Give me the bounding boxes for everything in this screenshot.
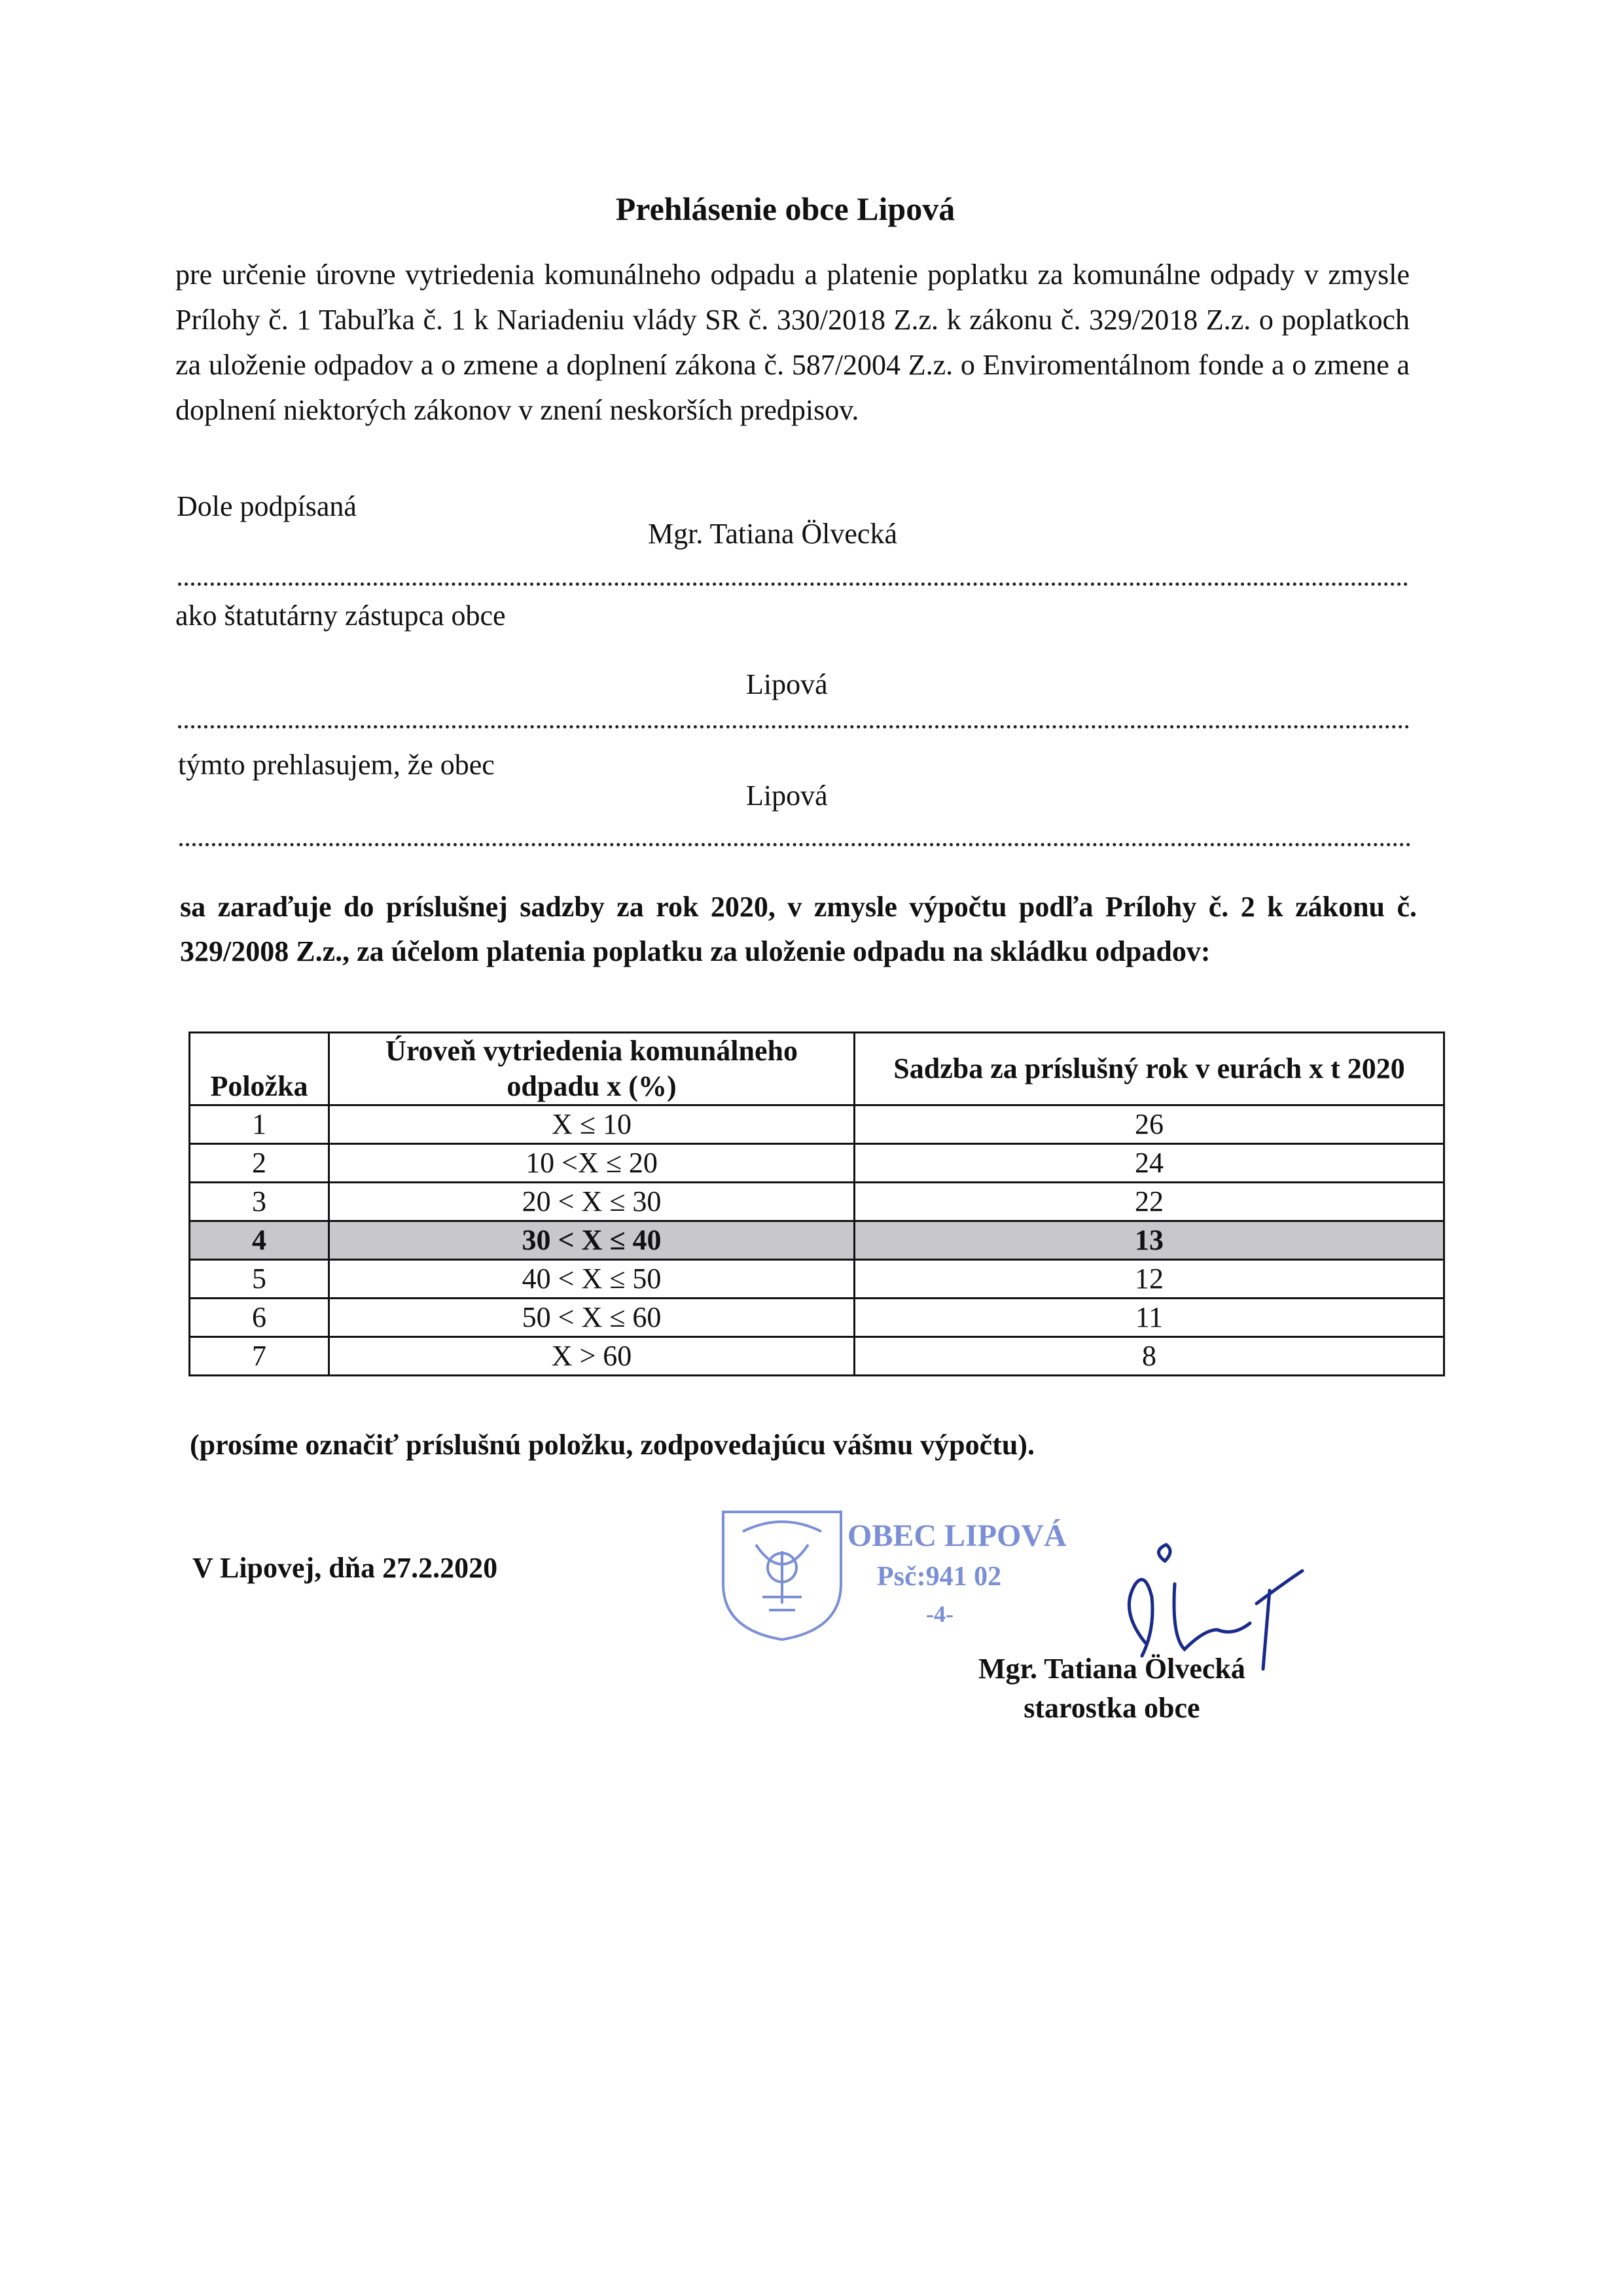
row-level: X ≤ 10	[329, 1105, 855, 1144]
row-item: 3	[190, 1183, 329, 1221]
row-item: 5	[190, 1260, 329, 1299]
signer-block	[978, 1649, 1245, 1728]
dotted-line	[178, 583, 1408, 586]
row-item: 1	[190, 1105, 329, 1144]
table-row	[190, 1260, 1444, 1299]
dotted-line	[179, 843, 1411, 846]
intro-paragraph: pre určenie úrovne vytriedenia komunálneho odpadu a platenie poplatku za komunálne odpady v zmysle Prílohy č. 1 Tabuľka č. 1 k Nariadeniu vlády SR č. 330/2018 Z.z. k zákonu č. 329/2018 Z.z. o poplatkoch za uloženie odpadov a o zmene a doplnení zákona č. 587/2004 Z.z. o Enviromentálnom fonde a o zmene a doplnení niektorých zákonov v znení neskorších predpisov.	[175, 259, 1410, 426]
row-level: 20 < X ≤ 30	[329, 1183, 855, 1221]
row-rate: 24	[855, 1144, 1444, 1183]
classification-paragraph: sa zaraďuje do príslušnej sadzby za rok 2020, v zmysle výpočtu podľa Prílohy č. 2 k zákonu č. 329/2008 Z.z., za účelom platenia poplatku za uloženie odpadu na skládku odpadov:	[180, 891, 1417, 967]
representative-label: ako štatutárny zástupca obce	[175, 600, 506, 632]
table-row	[190, 1299, 1444, 1337]
row-rate: 11	[855, 1299, 1444, 1337]
row-item: 6	[190, 1299, 329, 1337]
row-item: 7	[190, 1337, 329, 1376]
row-rate: 8	[855, 1337, 1444, 1376]
declaration-municipality: Lipová	[746, 780, 828, 812]
row-level: 40 < X ≤ 50	[329, 1260, 855, 1299]
declaration-label: týmto prehlasujem, že obec	[178, 749, 495, 781]
table-header-row	[190, 1033, 1444, 1105]
table-row	[190, 1105, 1444, 1144]
rates-table	[188, 1031, 1445, 1376]
instruction-note: (prosíme označiť príslušnú položku, zodpovedajúcu vášmu výpočtu).	[190, 1429, 1035, 1461]
undersigned-label: Dole podpísaná	[177, 490, 357, 522]
stamp-number: -4-	[926, 1601, 954, 1627]
document-title: Prehlásenie obce Lipová	[615, 190, 955, 227]
undersigned-name: Mgr. Tatiana Ölvecká	[648, 518, 897, 550]
table-row	[190, 1337, 1444, 1376]
header-item: Položka	[190, 1033, 329, 1105]
table-row-selected	[190, 1221, 1444, 1260]
row-level: 30 < X ≤ 40	[329, 1221, 855, 1260]
row-level: 50 < X ≤ 60	[329, 1299, 855, 1337]
table-row	[190, 1144, 1444, 1183]
signer-role: starostka obce	[1024, 1692, 1200, 1724]
table-row	[190, 1183, 1444, 1221]
row-level: X > 60	[329, 1337, 855, 1376]
row-level: 10 <X ≤ 20	[329, 1144, 855, 1183]
row-rate: 12	[855, 1260, 1444, 1299]
row-rate: 26	[855, 1105, 1444, 1144]
header-level: Úroveň vytriedenia komunálneho odpadu x (%)	[329, 1033, 855, 1105]
header-rate: Sadzba za príslušný rok v eurách x t 2020	[855, 1033, 1444, 1105]
row-rate: 13	[855, 1221, 1444, 1260]
stamp-postcode: Psč:941 02	[877, 1562, 1002, 1592]
dotted-line	[178, 725, 1410, 728]
coat-of-arms-icon	[723, 1512, 841, 1640]
row-item: 2	[190, 1144, 329, 1183]
representative-municipality: Lipová	[746, 668, 828, 700]
row-rate: 22	[855, 1183, 1444, 1221]
official-stamp	[717, 1505, 1083, 1643]
signer-name: Mgr. Tatiana Ölvecká	[978, 1653, 1245, 1685]
row-item: 4	[190, 1221, 329, 1260]
place-and-date: V Lipovej, dňa 27.2.2020	[192, 1552, 498, 1584]
stamp-title: OBEC LIPOVÁ	[847, 1518, 1067, 1553]
